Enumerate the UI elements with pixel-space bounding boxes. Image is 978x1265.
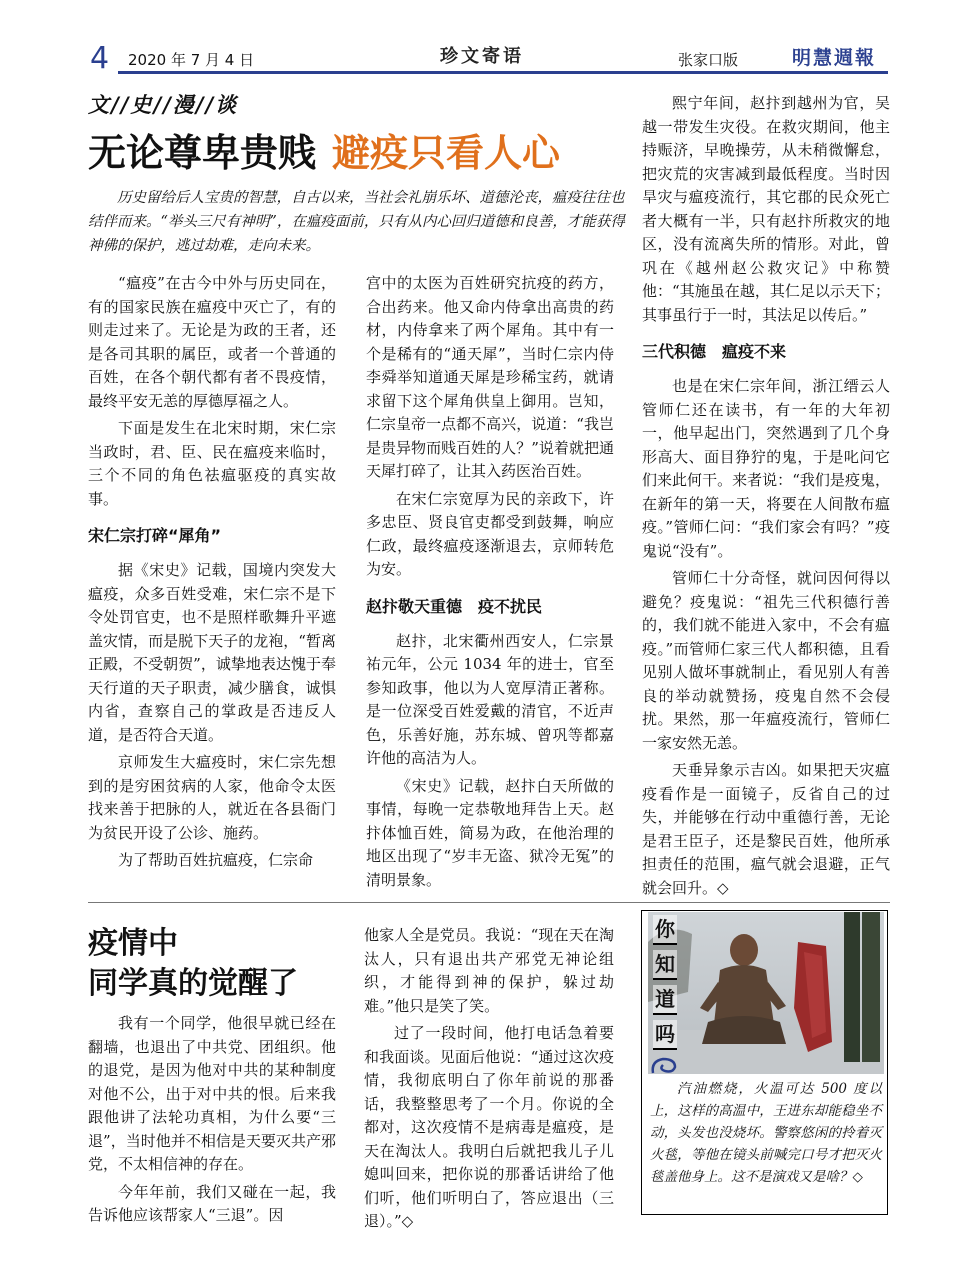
headline-part-1: 无论尊卑贵贱 bbox=[88, 131, 317, 175]
paragraph: 宫中的太医为百姓研究抗疫的药方，合出药来。他又命内侍拿出高贵的药材，内侍拿来了两个犀角。其中有一个是稀有的“通天犀”，当时仁宗内侍李舜举知道通天犀是珍稀宝药，就请求留下这个犀角供皇上御用。岂知，仁宗皇帝一点都不高兴，说道：“我岂是贵异物而贱百姓的人？”说着就把通天犀打碎了，让其入药医治百姓。 bbox=[366, 274, 614, 480]
swirl-icon bbox=[649, 1055, 679, 1077]
section-divider bbox=[88, 902, 890, 903]
main-headline bbox=[88, 128, 560, 178]
paragraph: 他家人全是党员。我说：“现在天在淘汰人，只有退出共产邪党无神论组织，才能得到神的保护，躲过劫难。”他只是笑了笑。 bbox=[364, 926, 614, 1015]
edition-name: 张家口版 bbox=[678, 51, 739, 69]
paragraph: “瘟疫”在古今中外与历史同在，有的国家民族在瘟疫中灭亡了，有的则走过来了。无论是为政的王者，还是各司其职的属臣，或者一个普通的百姓，在各个朝代都有者不畏疫情，最终平安无恙的厚德厚福之人。 bbox=[88, 274, 336, 410]
headline-part-2: 避疫只看人心 bbox=[332, 131, 561, 175]
paragraph: 据《宋史》记载，国境内突发大瘟疫，众多百姓受难，宋仁宗不是下令处罚官吏，也不是照样歌舞升平遮盖灾情，而是脱下天子的龙袍，“暂离正殿，不受朝贺”，诚挚地表达愧于奉天行道的天子职责，减少膳食，诚惧内省，查察自己的掌政是否违反人道，是否符合天道。 bbox=[88, 561, 336, 744]
did-you-know-text: 汽油燃烧，火温可达 500 度以上，这样的高温中，王进东却能稳坐不动，头发也没烧坏。警察悠闲的拎着灭火毯，等他在镜头前喊完口号才把灭火毯盖他身上。这不是演戏又是啥？◇ bbox=[650, 1081, 882, 1185]
bottom-column-1 bbox=[88, 1012, 336, 1232]
title-char: 知 bbox=[653, 950, 677, 980]
article-column-2 bbox=[366, 272, 614, 896]
article-column-3 bbox=[642, 92, 890, 904]
section-label: 文//史//漫//谈 bbox=[88, 92, 239, 117]
bottom-column-2 bbox=[364, 924, 614, 1238]
did-you-know-title bbox=[653, 915, 679, 1081]
publication-date: 2020 年 7 月 4 日 bbox=[128, 51, 255, 69]
paragraph: 下面是发生在北宋时期，宋仁宗当政时，君、臣、民在瘟疫来临时，三个不同的角色祛瘟驱疫的真实故事。 bbox=[88, 419, 336, 508]
newspaper-name: 明慧週報 bbox=[792, 47, 877, 69]
title-char: 道 bbox=[653, 985, 677, 1015]
title-char: 吗 bbox=[653, 1020, 677, 1050]
paragraph: 天垂异象示吉凶。如果把天灾瘟疫看作是一面镜子，反省自己的过失，并能够在行动中重德行善，无论是君王臣子，还是黎民百姓，他所承担责任的范围，瘟气就会退避，正气就会回升。◇ bbox=[642, 761, 890, 897]
paragraph: 在宋仁宗宽厚为民的亲政下，许多忠臣、贤良官吏都受到鼓舞，响应仁政，最终瘟疫逐渐退去，京师转危为安。 bbox=[366, 489, 614, 578]
paragraph: 也是在宋仁宗年间，浙江缙云人管师仁还在读书，有一年的大年初一，他早起出门，突然遇到了几个身形高大、面目狰狞的鬼，于是叱问它们来此何干。来者说：“我们是疫鬼，在新年的第一天，将要在人间散布瘟疫。”管师仁问：“我们家会有吗？”疫鬼说“没有”。 bbox=[642, 377, 890, 560]
news-photo bbox=[648, 912, 884, 1074]
paragraph: 熙宁年间，赵抃到越州为官，吴越一带发生灾役。在救灾期间，他主持赈济，早晚操劳，从未稍微懈怠，把灾荒的灾害减到最低程度。当时因旱灾与瘟疫流行，其它郡的民众死亡者大概有一半，只有赵抃所救灾的地区，没有流离失所的情形。对此，曾巩在《越州赵公救灾记》中称赞他：“其施虽在越，其仁足以示天下；其事虽行于一时，其法足以传后。” bbox=[642, 94, 890, 324]
bottom-headline bbox=[88, 924, 298, 1004]
subheading: 赵抃敬天重德 疫不扰民 bbox=[366, 596, 543, 616]
header-rule bbox=[118, 71, 888, 74]
paragraph: 管师仁十分奇怪，就问因何得以避免？疫鬼说：“祖先三代积德行善的，我们就不能进入家中，不会有瘟疫。”而管师仁家三代人都积德，且看见别人做坏事就制止，看见别人有善良的举动就赞扬，疫鬼自然不会侵扰。果然，那一年瘟疫流行，管师仁一家安然无恙。 bbox=[642, 569, 890, 752]
paragraph: 《宋史》记载，赵抃白天所做的事情，每晚一定恭敬地拜告上天。赵抃体恤百姓，简易为政，在他治理的地区出现了“岁丰无盗、狱冷无冤”的清明景象。 bbox=[366, 776, 614, 889]
bottom-headline-line-2: 同学真的觉醒了 bbox=[88, 966, 298, 1001]
article-column-1 bbox=[88, 272, 336, 877]
paragraph: 过了一段时间，他打电话急着要和我面谈。见面后他说：“通过这次疫情，我彻底明白了你年前说的那番话，我整整思考了一个月。你说的全都对，这次疫情不是病毒是瘟疫，是天在淘汰人。我明白后就把我儿子儿媳叫回来，把你说的那番话讲给了他们听，他们听明白了，答应退出（三退）。”◇ bbox=[364, 1024, 614, 1230]
page-number: 4 bbox=[90, 41, 110, 76]
title-char: 你 bbox=[653, 915, 677, 945]
column-name: 珍文寄语 bbox=[440, 46, 524, 67]
subheading: 宋仁宗打碎“犀角” bbox=[88, 526, 222, 545]
subheading: 三代积德 瘟疫不来 bbox=[642, 342, 787, 361]
paragraph: 今年年前，我们又碰在一起，我告诉他应该帮家人“三退”。因 bbox=[88, 1182, 336, 1224]
paragraph: 我有一个同学，他很早就已经在翻墙，也退出了中共党、团组织。他的退党，是因为他对中共的某种制度对他不公，出于对中共的恨。后来我跟他讲了法轮功真相，为什么要“三退”，当时他并不相信是天要灭共产邪党，不太相信神的存在。 bbox=[88, 1014, 336, 1173]
paragraph: 为了帮助百姓抗瘟疫，仁宗命 bbox=[118, 851, 314, 869]
paragraph: 京师发生大瘟疫时，宋仁宗先想到的是穷困贫病的人家，他命令太医找来善于把脉的人，就近在各县衙门为贫民开设了公诊、施药。 bbox=[88, 753, 336, 842]
photo-illustration bbox=[648, 912, 884, 1074]
paragraph: 赵抃，北宋衢州西安人，仁宗景祐元年，公元 1034 年的进士，官至参知政事，他以为人宽厚清正著称。是一位深受百姓爱戴的清官，不近声色，乐善好施，苏东城、曾巩等都嘉许他的高洁为人。 bbox=[366, 631, 614, 767]
bottom-headline-line-1: 疫情中 bbox=[88, 926, 178, 961]
article-lead: 历史留给后人宝贵的智慧，自古以来，当社会礼崩乐坏、道德沦丧，瘟疫往往也结伴而来。“举头三尺有神明”，在瘟疫面前，只有从内心回归道德和良善，才能获得神佛的保护，逃过劫难，走向未来。 bbox=[88, 190, 625, 254]
